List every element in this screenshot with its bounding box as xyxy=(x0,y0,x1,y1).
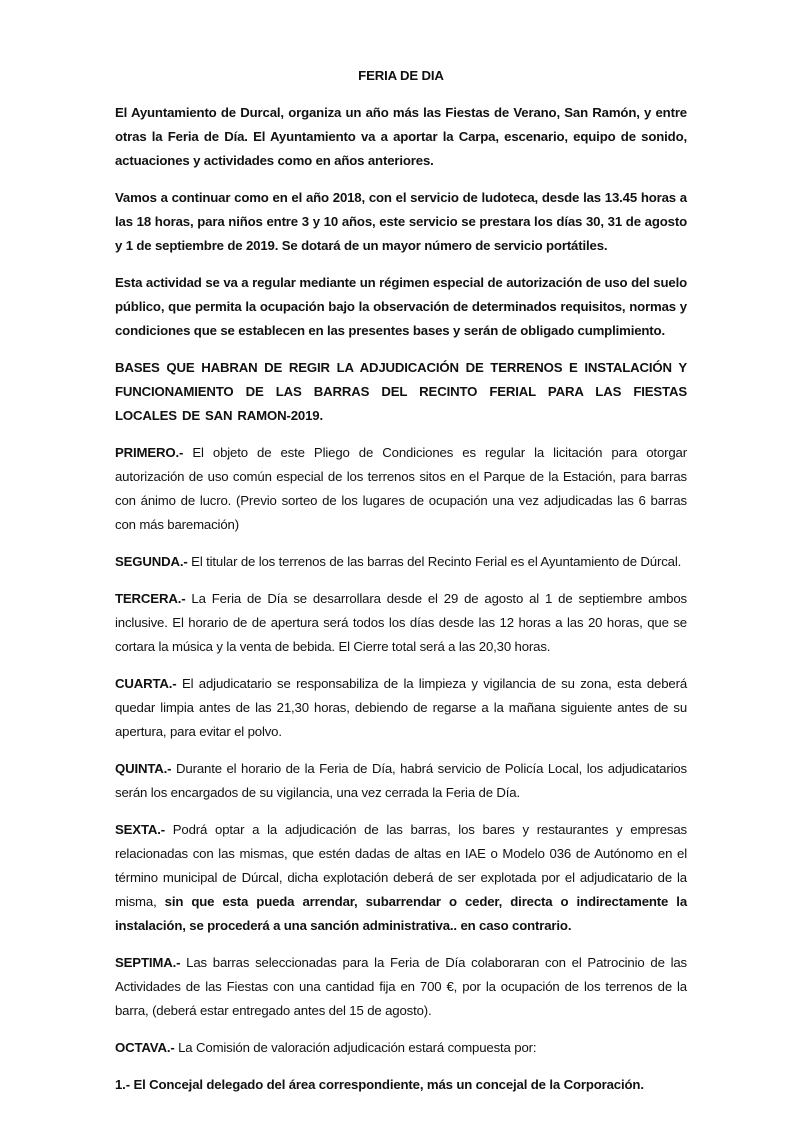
clause-label: SEGUNDA.- xyxy=(115,554,188,569)
clause-segunda xyxy=(115,550,687,574)
intro-paragraph-1: El Ayuntamiento de Durcal, organiza un año más las Fiestas de Verano, San Ramón, y entre otras la Feria de Día. El Ayuntamiento va a aportar la Carpa, escenario, equipo de sonido, actuaciones y actividades como en años anteriores. xyxy=(115,105,687,168)
clause-text: La Feria de Día se desarrollara desde el 29 de agosto al 1 de septiembre ambos inclusive. El horario de de apertura será todos los días desde las 12 horas a las 20 horas, que se cortara la música y la venta de bebida. El Cierre total será a las 20,30 horas. xyxy=(115,591,687,654)
bases-heading: BASES QUE HABRAN DE REGIR LA ADJUDICACIÓN DE TERRENOS E INSTALACIÓN Y FUNCIONAMIENTO DE LAS BARRAS DEL RECINTO FERIAL PARA LAS FIESTAS LOCALES DE SAN RAMON-2019. xyxy=(115,360,687,423)
commission-item-1: 1.- El Concejal delegado del área correspondiente, más un concejal de la Corporación. xyxy=(115,1077,644,1092)
clause-text: El adjudicatario se responsabiliza de la limpieza y vigilancia de su zona, esta deberá quedar limpia antes de las 21,30 horas, debiendo de regarse a la mañana siguiente antes de su apertura, para evitar el polvo. xyxy=(115,676,687,739)
clause-text: Durante el horario de la Feria de Día, habrá servicio de Policía Local, los adjudicatarios serán los encargados de su vigilancia, una vez cerrada la Feria de Día. xyxy=(115,761,687,800)
document-title: FERIA DE DIA xyxy=(358,68,444,83)
clause-quinta xyxy=(115,757,687,805)
clause-septima xyxy=(115,951,687,1023)
clause-label: CUARTA.- xyxy=(115,676,177,691)
clause-tercera xyxy=(115,587,687,659)
clause-label: SEPTIMA.- xyxy=(115,955,181,970)
clause-sexta xyxy=(115,818,687,938)
intro-paragraph-3: Esta actividad se va a regular mediante un régimen especial de autorización de uso del suelo público, que permita la ocupación bajo la observación de determinados requisitos, normas y condiciones que se establecen en las presentes bases y serán de obligado cumplimiento. xyxy=(115,275,687,338)
clause-label: SEXTA.- xyxy=(115,822,165,837)
clause-text: El objeto de este Pliego de Condiciones es regular la licitación para otorgar autorización de uso común especial de los terrenos sitos en el Parque de la Estación, para barras con ánimo de lucro. (Previo sorteo de los lugares de ocupación una vez adjudicadas las 6 barras con más baremación) xyxy=(115,445,687,532)
clause-label: TERCERA.- xyxy=(115,591,186,606)
clause-emphasis: sin que esta pueda arrendar, subarrendar o ceder, directa o indirectamente la instalación, se procederá a una sanción administrativa.. en caso contrario. xyxy=(115,894,687,933)
clause-label: OCTAVA.- xyxy=(115,1040,175,1055)
clause-primero xyxy=(115,441,687,537)
clause-text: Las barras seleccionadas para la Feria de Día colaboraran con el Patrocinio de las Actividades de las Fiestas con una cantidad fija en 700 €, por la ocupación de los terrenos de la barra, (deberá estar entregado antes del 15 de agosto). xyxy=(115,955,687,1018)
intro-paragraph-2: Vamos a continuar como en el año 2018, con el servicio de ludoteca, desde las 13.45 horas a las 18 horas, para niños entre 3 y 10 años, este servicio se prestara los días 30, 31 de agosto y 1 de septiembre de 2019. Se dotará de un mayor número de servicio portátiles. xyxy=(115,190,687,253)
clause-cuarta xyxy=(115,672,687,744)
clause-text: Podrá optar a la adjudicación de las barras, los bares y restaurantes y empresas relacionadas con las mismas, que estén dadas de altas en IAE o Modelo 036 de Autónomo en el término municipal de Dúrcal, dicha explotación deberá de ser explotada por el adjudicatario de la misma, xyxy=(115,822,687,909)
clause-label: PRIMERO.- xyxy=(115,445,184,460)
document-page xyxy=(115,64,687,1110)
clause-label: QUINTA.- xyxy=(115,761,172,776)
clause-octava xyxy=(115,1036,687,1060)
clause-text: La Comisión de valoración adjudicación estará compuesta por: xyxy=(174,1040,537,1055)
clause-text: El titular de los terrenos de las barras del Recinto Ferial es el Ayuntamiento de Dúrcal. xyxy=(187,554,682,569)
